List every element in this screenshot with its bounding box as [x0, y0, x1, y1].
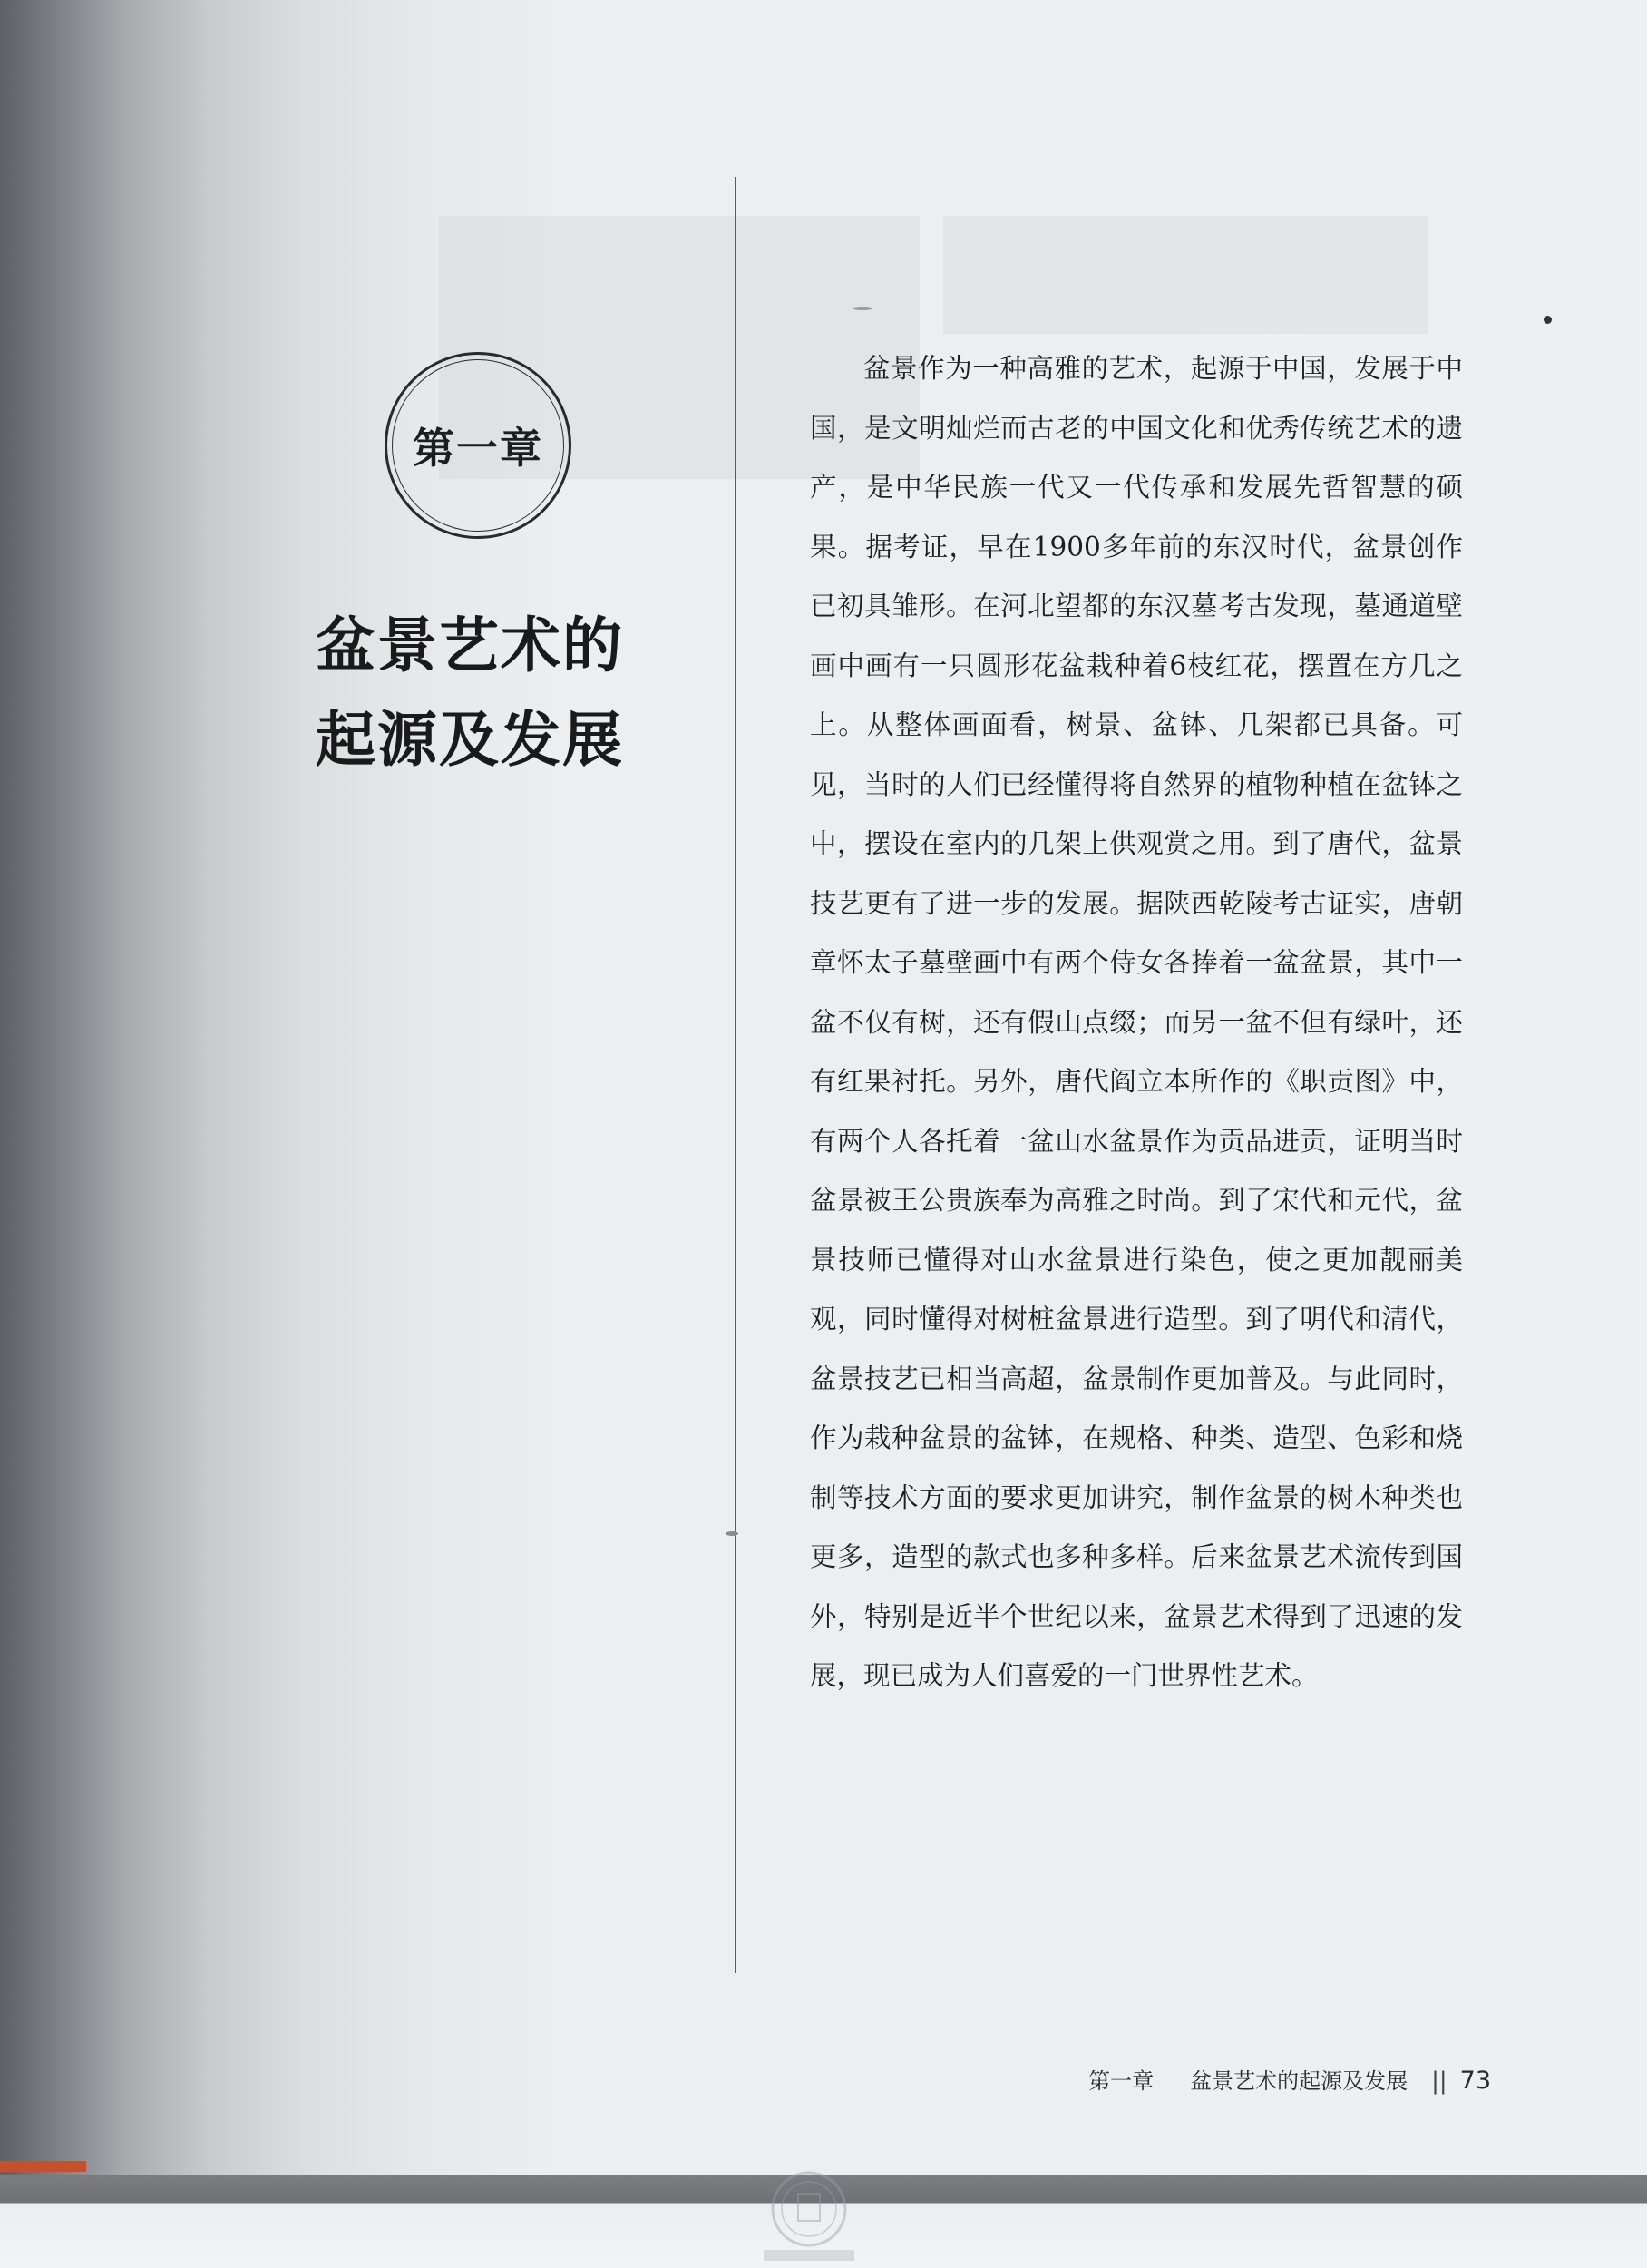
chapter-title-line-1: 盆景艺术的 [316, 611, 624, 680]
chapter-title [316, 599, 715, 787]
footer-separator: || [1431, 2068, 1447, 2095]
page-edge-mark [0, 2161, 86, 2172]
bleed-through-block [943, 216, 1428, 334]
scan-speck [853, 307, 872, 310]
body-paragraph: 盆景作为一种高雅的艺术，起源于中国，发展于中国，是文明灿烂而古老的中国文化和优秀传统艺术的遗产，是中华民族一代又一代传承和发展先哲智慧的硕果。据考证，早在1900多年前的东汉时代，盆景创作已初具雏形。在河北望都的东汉墓考古发现，墓通道壁画中画有一只圆形花盆栽种着6枝红花，摆置在方几之上。从整体画面看，树景、盆钵、几架都已具备。可见，当时的人们已经懂得将自然界的植物种植在盆钵之中，摆设在室内的几架上供观赏之用。到了唐代，盆景技艺更有了进一步的发展。据陕西乾陵考古证实，唐朝章怀太子墓壁画中有两个侍女各捧着一盆盆景，其中一盆不仅有树，还有假山点缀；而另一盆不但有绿叶，还有红果衬托。另外，唐代阎立本所作的《职贡图》中，有两个人各托着一盆山水盆景作为贡品进贡，证明当时盆景被王公贵族奉为高雅之时尚。到了宋代和元代，盆景技师已懂得对山水盆景进行染色，使之更加靓丽美观，同时懂得对树桩盆景进行造型。到了明代和清代，盆景技艺已相当高超，盆景制作更加普及。与此同时，作为栽种盆景的盆钵，在规格、种类、造型、色彩和烧制等技术方面的要求更加讲究，制作盆景的树木种类也更多，造型的款式也多种多样。后来盆景艺术流传到国外，特别是近半个世纪以来，盆景艺术得到了迅速的发展，现已成为人们喜爱的一门世界性艺术。 [810, 353, 1463, 1691]
scan-speck [726, 1531, 738, 1536]
chapter-badge-ring [392, 359, 564, 532]
footer-title: 盆景艺术的起源及发展 [1190, 2068, 1408, 2094]
column-divider [735, 177, 736, 1973]
running-footer [1088, 2063, 1491, 2095]
chapter-badge [385, 352, 571, 539]
footer-chapter: 第一章 [1088, 2068, 1155, 2094]
chapter-label: 第一章 [413, 424, 543, 473]
watermark-seal-icon [746, 2168, 872, 2268]
scan-speck [1544, 316, 1552, 324]
page-number: 73 [1459, 2067, 1491, 2095]
chapter-title-line-2: 起源及发展 [316, 705, 624, 775]
